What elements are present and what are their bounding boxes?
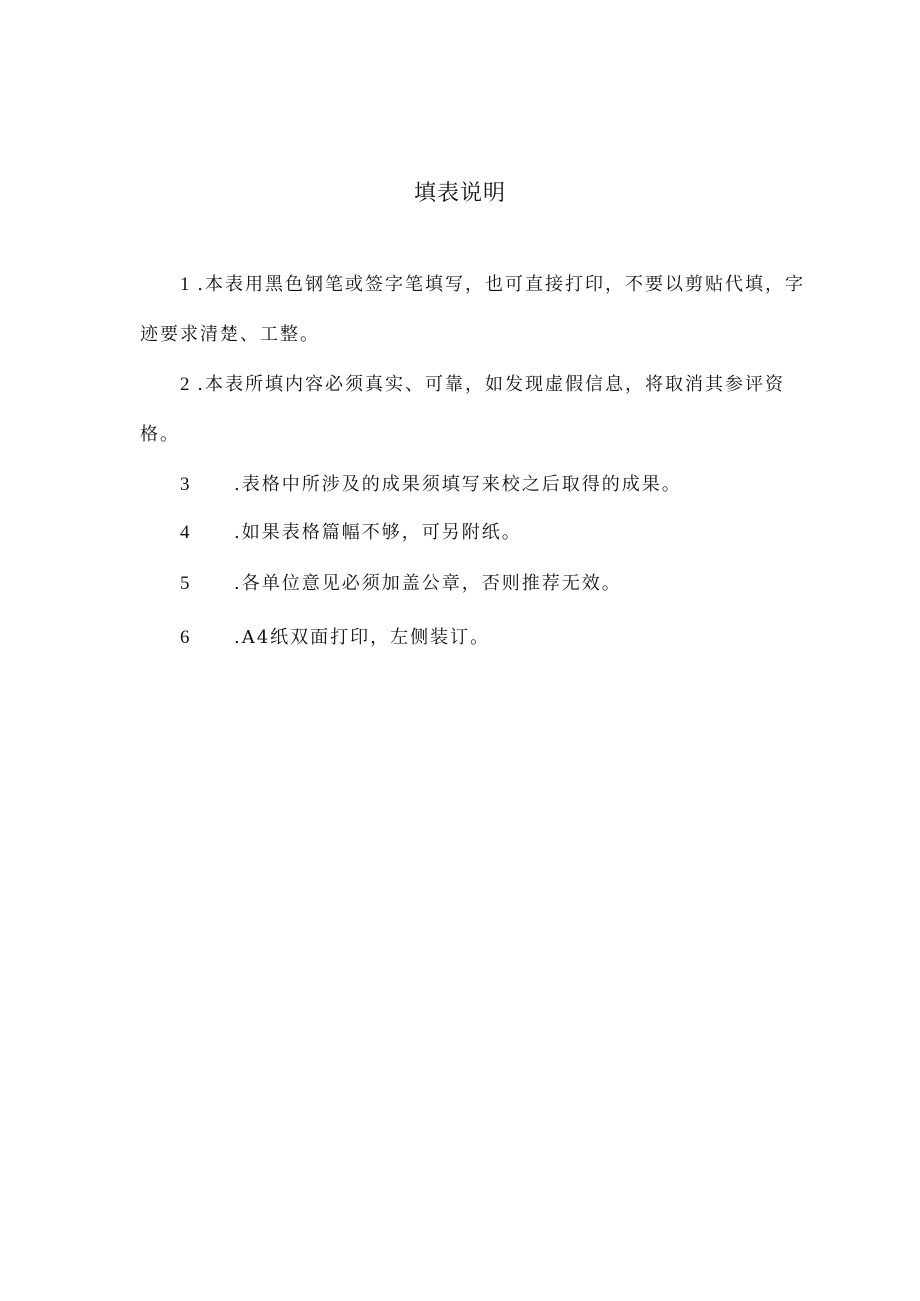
item-number: 4 [180, 522, 190, 543]
list-item [140, 473, 820, 497]
list-item [140, 521, 820, 545]
list-item [140, 260, 820, 360]
item-number: 6 [180, 627, 190, 648]
item-text: .如果表格篇幅不够，可另附纸。 [234, 522, 522, 543]
item-number: 3 [180, 474, 190, 495]
list-item [140, 626, 820, 650]
item-text: .本表所填内容必须真实、可靠，如发现虚假信息，将取消其参评资格。 [140, 374, 785, 445]
item-number: 5 [180, 573, 190, 594]
page-title: 填表说明 [413, 181, 506, 206]
item-text: .各单位意见必须加盖公章，否则推荐无效。 [234, 573, 622, 594]
item-number: 1 [180, 274, 190, 295]
item-number: 2 [180, 374, 190, 395]
item-text: .A4纸双面打印，左侧装订。 [234, 627, 491, 648]
item-text: .表格中所涉及的成果须填写来校之后取得的成果。 [234, 474, 682, 495]
list-item [140, 360, 820, 460]
item-text: .本表用黑色钢笔或签字笔填写，也可直接打印，不要以剪贴代填，字迹要求清楚、工整。 [140, 274, 805, 345]
list-item [140, 572, 820, 596]
